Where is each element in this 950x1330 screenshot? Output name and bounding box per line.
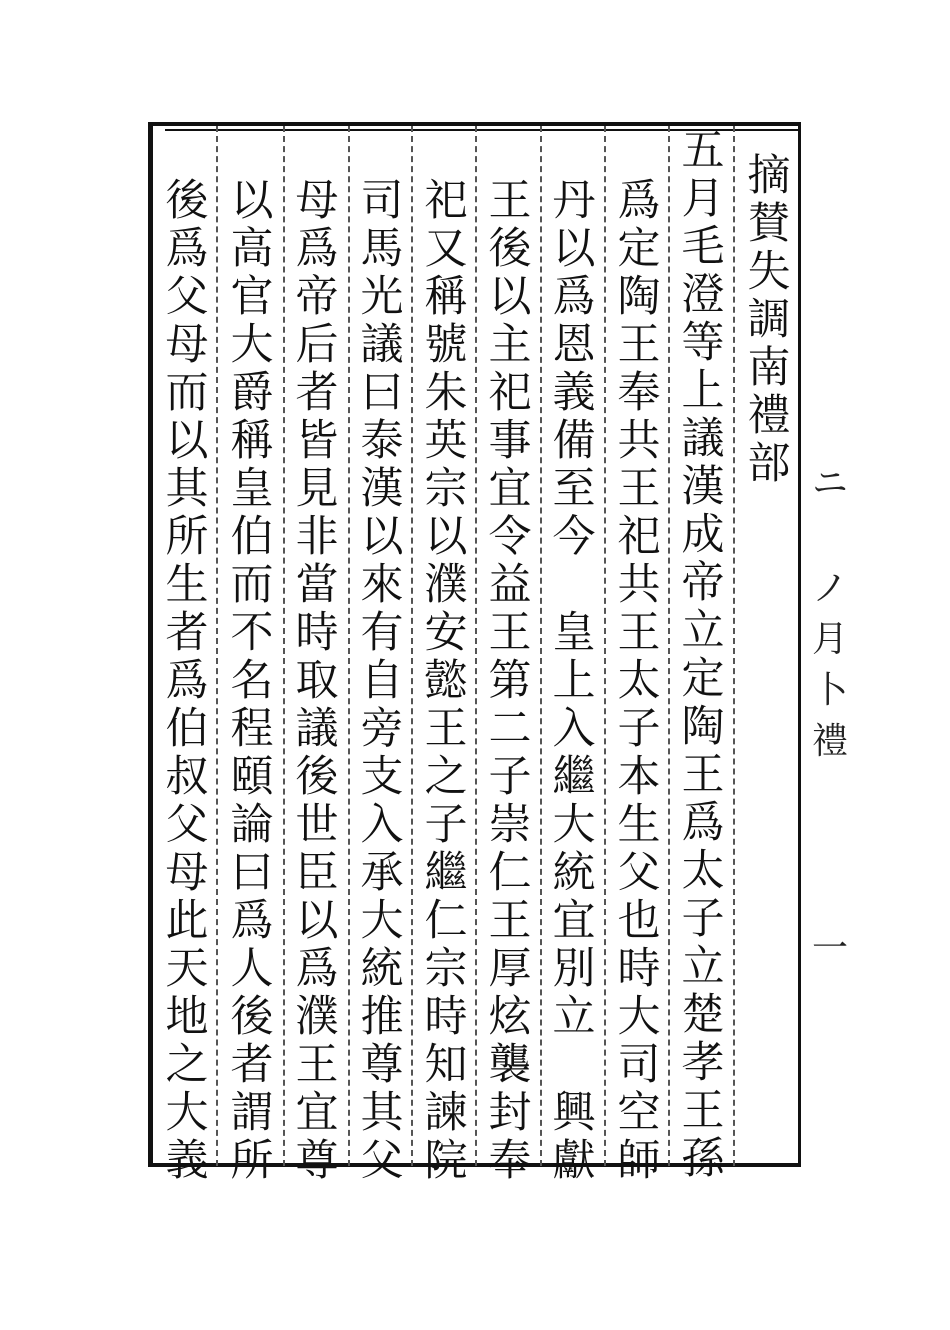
column-text: 王 後 以 主 祀 事 宜 令 益 王 第 二 子 崇 仁 王 厚 炫 襲 封 奉 [488,176,532,1186]
column-text: 以 高 官 大 爵 稱 皇 伯 而 不 名 程 頤 論 曰 爲 人 後 者 謂 所 [230,176,274,1186]
margin-text: ニ [811,463,848,504]
margin-text: ノ 月 卜 禮 [811,568,848,762]
left-border [148,122,153,1167]
column-divider [475,126,477,1166]
column-text: 母 爲 帝 后 者 皆 見 非 當 時 取 議 後 世 臣 以 爲 濮 王 宜 尊 [295,176,339,1186]
column-divider [604,126,606,1166]
text-column [610,176,668,1188]
text-column [545,176,603,1188]
column-divider [411,126,413,1166]
margin-text: 一 [811,928,848,969]
column-divider [668,126,670,1166]
text-column [674,126,732,1186]
text-column [417,176,475,1188]
column-text: 後 爲 父 母 而 以 其 所 生 者 爲 伯 叔 父 母 此 天 地 之 大 義 [165,176,209,1186]
margin-upper [810,455,850,506]
text-column [353,176,411,1188]
column-text: 祀 又 稱 號 朱 英 宗 以 濮 安 懿 王 之 子 繼 仁 宗 時 知 諫 院 [424,176,468,1186]
column-divider [733,126,735,1166]
right-border [798,122,801,1167]
column-text: 丹 以 爲 恩 義 備 至 今 皇 上 入 繼 大 統 宜 別 立 興 獻 [552,176,596,1186]
margin-lower [810,920,850,971]
column-divider [216,126,218,1166]
column-divider [540,126,542,1166]
text-column [481,176,539,1188]
column-text: 五 月 毛 澄 等 上 議 漢 成 帝 立 定 陶 王 爲 太 子 立 楚 孝 王 孫 [681,126,725,1184]
column-text: 爲 定 陶 王 奉 共 王 祀 共 王 太 子 本 生 父 也 時 大 司 空 師 [617,176,661,1186]
column-divider [348,126,350,1166]
margin-middle [810,560,850,764]
column-text: 摘 賛 失 調 南 禮 部 [747,151,791,489]
text-column [288,176,346,1188]
text-column-heading [740,151,798,491]
text-column [158,176,216,1188]
column-divider [283,126,285,1166]
column-text: 司 馬 光 議 曰 泰 漢 以 來 有 自 旁 支 入 承 大 統 推 尊 其 父 [360,176,404,1186]
text-column [223,176,281,1188]
